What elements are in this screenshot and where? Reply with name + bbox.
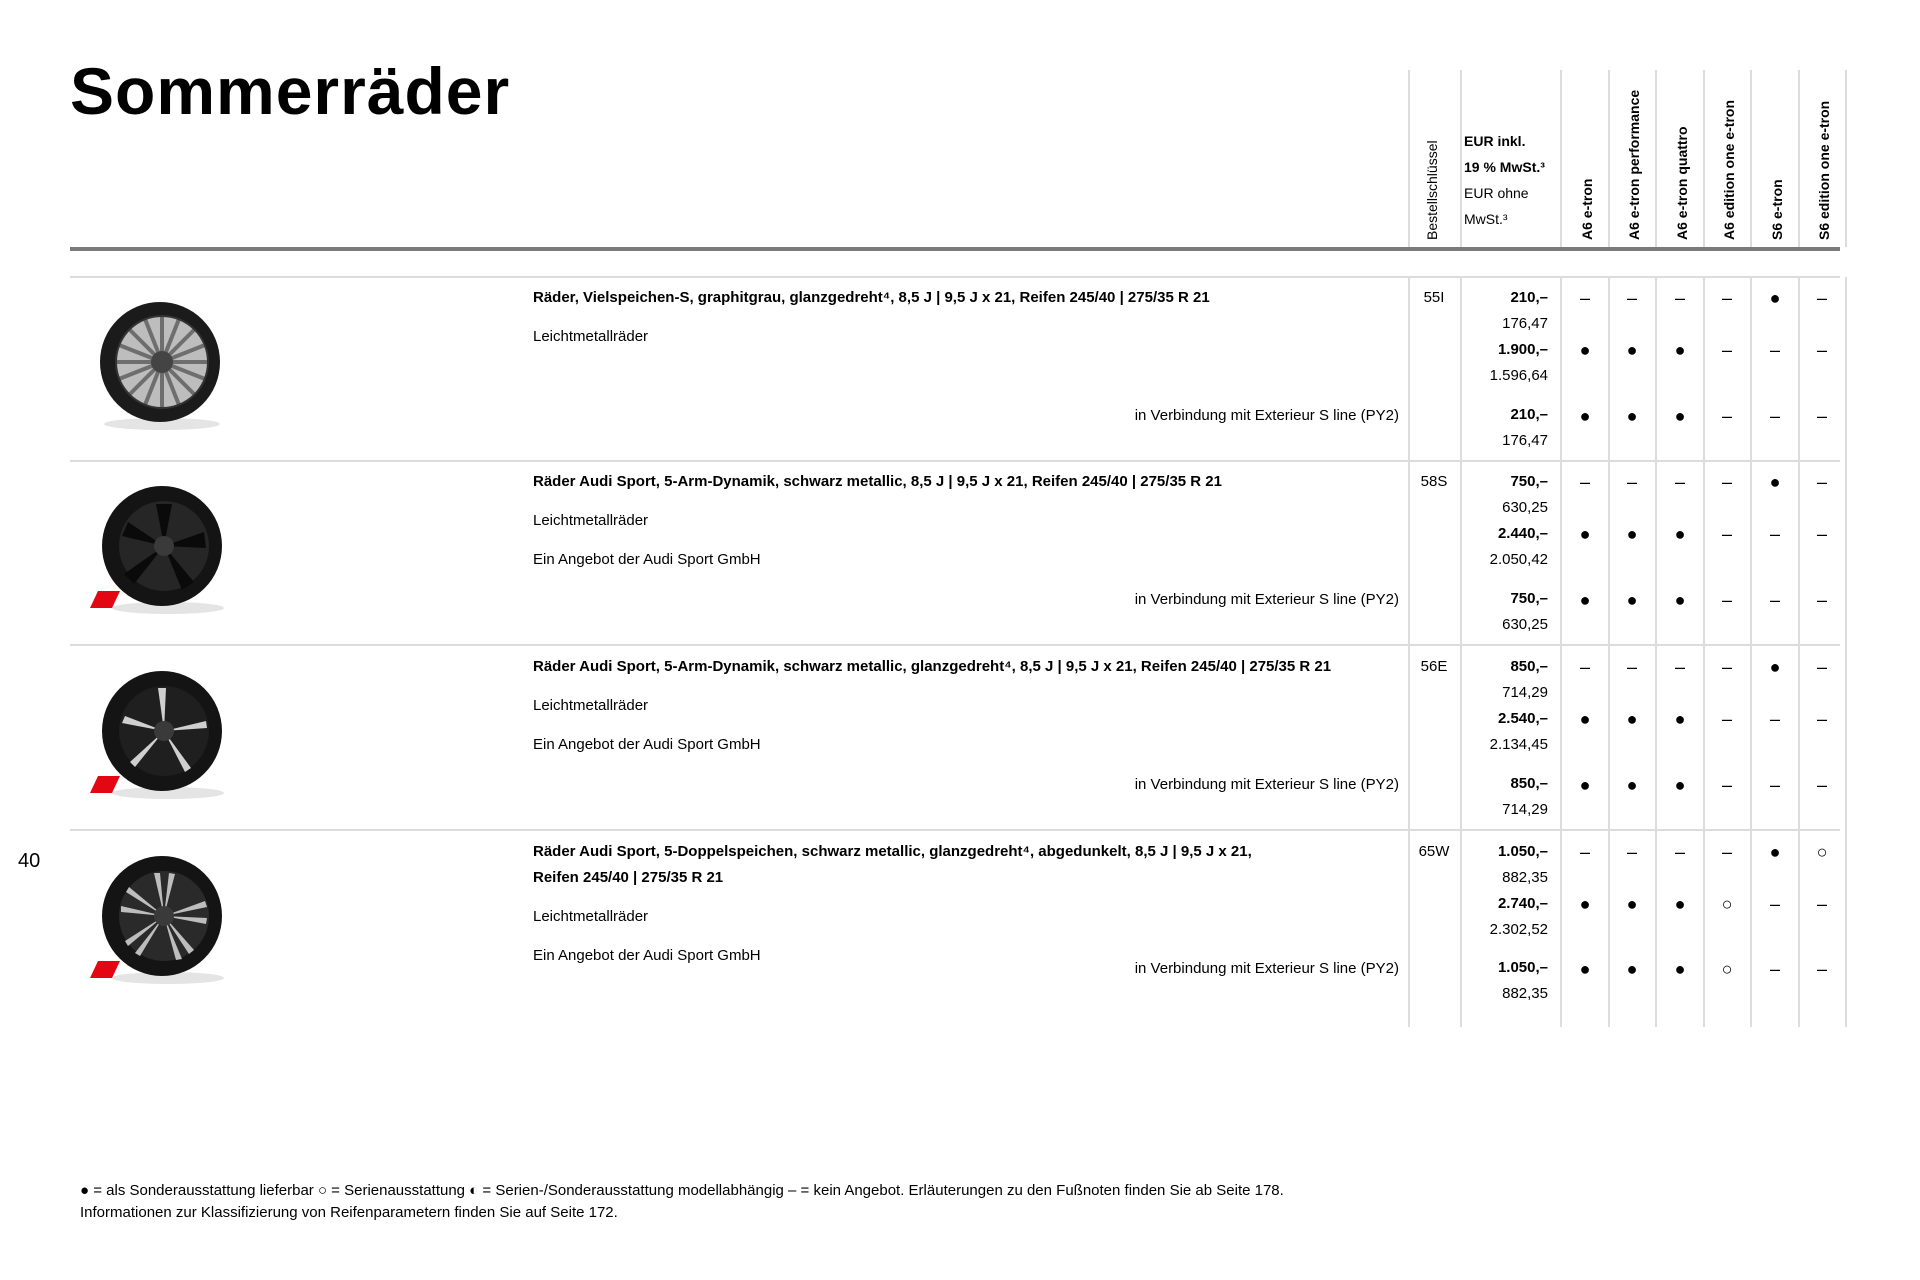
item-title: Räder Audi Sport, 5-Doppelspeichen, schwarz metallic, glanzgedreht⁴, abgedunkelt, 8,5 J | 9,5 J x 21, [533, 843, 1252, 860]
price-excl: 1.596,64 [1489, 367, 1548, 384]
availability-mark: – [1816, 590, 1827, 610]
availability-mark: – [1626, 842, 1637, 862]
availability-mark: – [1816, 709, 1827, 729]
legend-line: ● = als Sonderausstattung lieferbar ○ = Serienausstattung ◐ = Serien-/Sonderausstattung modellabhängig – = kein Angebot. Erläuterungen zu den Fußnoten finden Sie ab Seite 178. [80, 1182, 1284, 1199]
availability-mark: ● [1579, 775, 1591, 795]
availability-mark: – [1626, 657, 1637, 677]
column-divider [1460, 70, 1462, 247]
wheel-image-55i [90, 292, 235, 437]
availability-mark: – [1816, 959, 1827, 979]
header-bestellschluessel: Bestellschlüssel [1424, 140, 1440, 240]
price-excl: 2.134,45 [1489, 736, 1548, 753]
availability-mark: – [1626, 288, 1637, 308]
availability-mark: – [1579, 472, 1590, 492]
availability-mark: – [1816, 406, 1827, 426]
price-incl: 210,– [1510, 406, 1548, 423]
price-excl: 882,35 [1502, 985, 1548, 1002]
reference-line: Informationen zur Klassifizierung von Reifenparametern finden Sie auf Seite 172. [80, 1204, 618, 1221]
availability-mark: – [1816, 775, 1827, 795]
combination-note: in Verbindung mit Exterieur S line (PY2) [1134, 776, 1399, 793]
wheel-image-58s [90, 476, 235, 621]
wheel-image-65w [90, 846, 235, 991]
header-model-s6-edition-one: S6 edition one e-tron [1816, 100, 1832, 240]
price-block [1462, 337, 1548, 389]
availability-mark: – [1769, 406, 1780, 426]
column-divider [1845, 277, 1847, 1027]
price-excl: 176,47 [1502, 315, 1548, 332]
availability-mark: ● [1626, 340, 1638, 360]
availability-mark: – [1816, 472, 1827, 492]
price-incl: 1.900,– [1497, 341, 1548, 358]
availability-mark: – [1674, 657, 1685, 677]
availability-mark: ○ [1816, 842, 1828, 862]
availability-mark: ● [1674, 775, 1686, 795]
column-divider [1798, 70, 1800, 247]
price-block [1462, 469, 1548, 521]
item-subtitle: Leichtmetallräder [533, 697, 649, 714]
availability-mark: ● [1769, 288, 1781, 308]
header-price-excl-2: MwSt.³ [1464, 211, 1508, 227]
price-incl: 2.740,– [1497, 895, 1548, 912]
price-excl: 882,35 [1502, 869, 1548, 886]
header-price [1464, 128, 1545, 232]
availability-mark: – [1769, 709, 1780, 729]
column-divider [1703, 277, 1705, 1027]
availability-mark: ○ [1721, 959, 1733, 979]
header-price-incl-1: EUR inkl. [1464, 133, 1526, 149]
availability-mark: – [1626, 472, 1637, 492]
price-excl: 714,29 [1502, 684, 1548, 701]
item-title: Räder Audi Sport, 5-Arm-Dynamik, schwarz metallic, glanzgedreht⁴, 8,5 J | 9,5 J x 21, Reifen 245/40 | 275/35 R 21 [533, 658, 1332, 675]
header-model-a6-etron-quattro: A6 e-tron quattro [1674, 126, 1690, 240]
availability-mark: ● [1579, 959, 1591, 979]
page-title: Sommerräder [70, 54, 511, 128]
price-excl: 176,47 [1502, 432, 1548, 449]
availability-mark: – [1579, 657, 1590, 677]
availability-mark: ● [1674, 524, 1686, 544]
availability-mark: ● [1674, 959, 1686, 979]
availability-mark: – [1816, 894, 1827, 914]
item-title: Reifen 245/40 | 275/35 R 21 [533, 869, 724, 886]
availability-mark: ● [1579, 709, 1591, 729]
price-block [1462, 706, 1548, 758]
row-divider [70, 460, 1840, 462]
column-divider [1560, 277, 1562, 1027]
order-code: 55I [1423, 289, 1445, 306]
availability-mark: ○ [1721, 894, 1733, 914]
price-block [1462, 285, 1548, 337]
column-divider [1655, 277, 1657, 1027]
availability-mark: – [1769, 959, 1780, 979]
item-title: Räder Audi Sport, 5-Arm-Dynamik, schwarz metallic, 8,5 J | 9,5 J x 21, Reifen 245/40 | 275/35 R 21 [533, 473, 1222, 490]
item-title: Räder, Vielspeichen-S, graphitgrau, glanzgedreht⁴, 8,5 J | 9,5 J x 21, Reifen 245/40 | 275/35 R 21 [533, 289, 1210, 306]
price-incl: 850,– [1510, 658, 1548, 675]
price-excl: 2.050,42 [1489, 551, 1548, 568]
availability-mark: – [1674, 288, 1685, 308]
availability-mark: ● [1579, 590, 1591, 610]
price-incl: 2.440,– [1497, 525, 1548, 542]
price-incl: 850,– [1510, 775, 1548, 792]
order-code: 58S [1420, 473, 1448, 490]
availability-mark: ● [1674, 340, 1686, 360]
availability-mark: ● [1674, 590, 1686, 610]
row-divider [70, 276, 1840, 278]
availability-mark: ● [1626, 775, 1638, 795]
availability-mark: – [1579, 288, 1590, 308]
order-code: 65W [1418, 843, 1450, 860]
price-block [1462, 586, 1548, 638]
item-subtitle: Leichtmetallräder [533, 908, 649, 925]
header-price-incl-2: 19 % MwSt.³ [1464, 159, 1545, 175]
availability-mark: – [1721, 657, 1732, 677]
combination-note: in Verbindung mit Exterieur S line (PY2) [1134, 591, 1399, 608]
price-incl: 1.050,– [1497, 843, 1548, 860]
availability-mark: – [1769, 340, 1780, 360]
availability-mark: – [1721, 406, 1732, 426]
availability-mark: – [1674, 472, 1685, 492]
availability-mark: ● [1579, 406, 1591, 426]
header-model-a6-edition-one: A6 edition one e-tron [1721, 100, 1737, 240]
availability-mark: – [1721, 288, 1732, 308]
item-subtitle: Leichtmetallräder [533, 328, 649, 345]
availability-mark: ● [1626, 709, 1638, 729]
column-divider [1655, 70, 1657, 247]
availability-mark: – [1816, 340, 1827, 360]
price-block [1462, 771, 1548, 823]
price-incl: 750,– [1510, 473, 1548, 490]
header-rule [70, 247, 1840, 251]
availability-mark: ● [1626, 894, 1638, 914]
combination-note: in Verbindung mit Exterieur S line (PY2) [1134, 960, 1399, 977]
availability-mark: ● [1769, 472, 1781, 492]
availability-mark: ● [1769, 842, 1781, 862]
availability-mark: – [1721, 775, 1732, 795]
wheel-image-56e [90, 661, 235, 806]
price-excl: 714,29 [1502, 801, 1548, 818]
item-subtitle: Ein Angebot der Audi Sport GmbH [533, 551, 761, 568]
availability-mark: – [1816, 288, 1827, 308]
availability-mark: ● [1769, 657, 1781, 677]
price-excl: 2.302,52 [1489, 921, 1548, 938]
availability-mark: – [1674, 842, 1685, 862]
availability-mark: ● [1674, 406, 1686, 426]
availability-mark: – [1769, 524, 1780, 544]
price-block [1462, 654, 1548, 706]
availability-mark: ● [1579, 524, 1591, 544]
column-divider [1608, 277, 1610, 1027]
availability-mark: – [1816, 524, 1827, 544]
column-divider [1608, 70, 1610, 247]
availability-mark: – [1769, 590, 1780, 610]
header-model-a6-etron-performance: A6 e-tron performance [1626, 89, 1642, 240]
column-divider [1845, 70, 1847, 247]
item-subtitle: Ein Angebot der Audi Sport GmbH [533, 736, 761, 753]
combination-note: in Verbindung mit Exterieur S line (PY2) [1134, 407, 1399, 424]
row-divider [70, 644, 1840, 646]
column-divider [1750, 70, 1752, 247]
price-block [1462, 402, 1548, 454]
availability-mark: ● [1674, 709, 1686, 729]
price-excl: 630,25 [1502, 499, 1548, 516]
availability-mark: – [1721, 842, 1732, 862]
availability-mark: ● [1626, 959, 1638, 979]
availability-mark: – [1721, 524, 1732, 544]
price-block [1462, 891, 1548, 943]
page-number: 40 [18, 850, 41, 872]
availability-mark: – [1721, 472, 1732, 492]
availability-mark: ● [1579, 894, 1591, 914]
availability-mark: ● [1626, 590, 1638, 610]
column-divider [1703, 70, 1705, 247]
item-subtitle: Ein Angebot der Audi Sport GmbH [533, 947, 761, 964]
price-block [1462, 839, 1548, 891]
column-divider [1408, 70, 1410, 247]
price-incl: 1.050,– [1497, 959, 1548, 976]
order-code: 56E [1420, 658, 1448, 675]
availability-mark: ● [1674, 894, 1686, 914]
item-subtitle: Leichtmetallräder [533, 512, 649, 529]
availability-mark: ● [1626, 406, 1638, 426]
header-price-excl-1: EUR ohne [1464, 185, 1529, 201]
availability-mark: – [1769, 894, 1780, 914]
header-model-a6-etron: A6 e-tron [1579, 178, 1595, 240]
availability-mark: – [1579, 842, 1590, 862]
header-model-s6-etron: S6 e-tron [1769, 179, 1785, 240]
availability-mark: – [1721, 590, 1732, 610]
availability-mark: – [1769, 775, 1780, 795]
availability-mark: – [1816, 657, 1827, 677]
price-incl: 2.540,– [1497, 710, 1548, 727]
availability-mark: ● [1579, 340, 1591, 360]
availability-mark: – [1721, 709, 1732, 729]
availability-mark: ● [1626, 524, 1638, 544]
price-excl: 630,25 [1502, 616, 1548, 633]
row-divider [70, 829, 1840, 831]
price-incl: 750,– [1510, 590, 1548, 607]
column-divider [1560, 70, 1562, 247]
column-divider [1750, 277, 1752, 1027]
legend-footnote [80, 1180, 1284, 1224]
column-divider [1798, 277, 1800, 1027]
column-divider [1408, 277, 1410, 1027]
price-block [1462, 955, 1548, 1007]
price-block [1462, 521, 1548, 573]
price-incl: 210,– [1510, 289, 1548, 306]
availability-mark: – [1721, 340, 1732, 360]
